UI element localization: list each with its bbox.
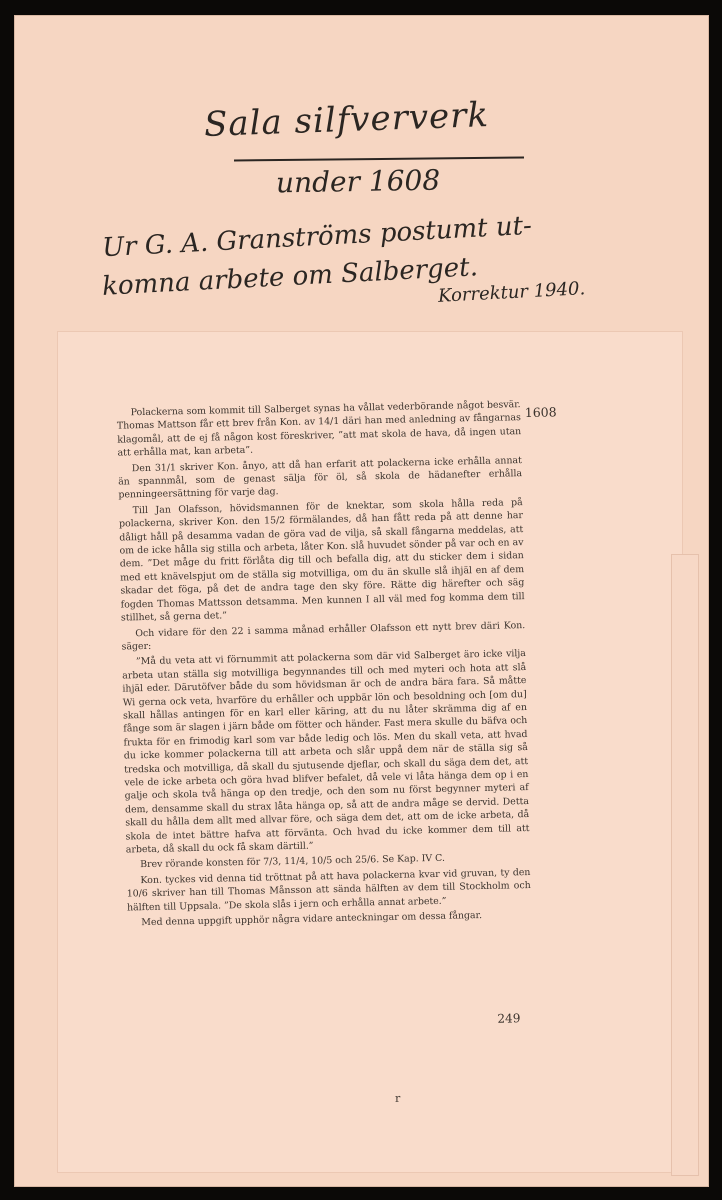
paragraph: Brev rörande konsten för 7/3, 11/4, 10/5 och 25/6. Se Kap. IV C. — [140, 853, 446, 871]
handwritten-subtitle: under 1608 — [275, 163, 441, 200]
paragraph: Polackerna som kommit till Salberget synas ha vållat vederbörande något besvär. Thomas Mattson får ett brev från Kon. av 14/1 däri han med anledning av fångarnas klagomål, att de ej få någon kost föreskriver, ”att mat skola de hava, då ingen utan att erhålla mat, kan arbeta”. — [116, 399, 522, 459]
handwritten-correction-note: Korrektur 1940. — [437, 278, 586, 307]
clipping-body — [117, 398, 532, 930]
quoted-letter: ”Må du veta att vi förnummit att polackerna som där vid Salberget äro icke vilja arbeta utan ställa sig motvilliga begynnandes till och med myteri och hota att slå ihjäl eder. Därutöfver både du som hövidsman är och de andra bära fara. Så måtte Wi gerna ock veta, hvarföre du erhåller och uppbär lön och besoldning och [om du] skall hållas antingen för en karl eller käring, att du nu låter skrämma dig af en fånge som är slagen i järn både om fötter och händer. Fast mera skulle du bäfva och frukta för en frimodig karl som var både ledig och lös. Men du skall veta, att hvad du icke kommer polackerna till att arbeta och slår uppå dem när de ställa sig så tredska och motvilliga, då skall du sjutusende djeflar, och skall du säga dem det, att vele de icke arbeta och göra hvad blifver befalet, då vele vi låta hänga dem op i en galje och skola två hänga op den tredje, och den som nu först begynner myteri af dem, densamme skall du strax låta hänga op, så att de andra måge se dervid. Detta skall du hålla dem allt med allvar före, och säga dem det, att om de icke arbeta, då skola de intet bättre hafva att förvänta. Och hvad du icke kommer dem till att arbeta, då skall du ock få skam därtill.” — [122, 648, 530, 856]
paragraph: Till Jan Olafsson, hövidsmannen för de knektar, som skola hålla reda på polackerna, skriver Kon. den 15/2 förmälandes, då han fått reda på att denne har dåligt håll på desamma vadan de göra vad de vilja, så skall fångarna meddelas, att om de icke hålla sig stilla och arbeta, låter Kon. slå huvudet sönder på var och en av dem. ”Det måge du fritt förlåta dig till och befalla dig, att du sticker dem i sidan med ett knävelspjut om de ställa sig motvilliga, om du än skulle slå ihjäl en af dem skadar det föga, på det de andra tage den sky före. Rätte dig härefter och säg fogden Thomas Mattsson detsamma. Men kunnen I all väl med fog komma dem till stillhet, så gerna det.” — [118, 496, 525, 624]
paragraph: Kon. tyckes vid denna tid tröttnat på att hava polackerna kvar vid gruvan, ty den 10/6 skriver han till Thomas Månsson att sända hälften av dem till Stockholm och hälften till Uppsala. ”De skola slås i jern och erhålla annat arbete.” — [126, 866, 531, 914]
page-number: 249 — [497, 1011, 521, 1026]
handwritten-source-line-1: Ur G. A. Granströms postumt ut- — [101, 210, 533, 264]
printed-clipping — [96, 370, 582, 1160]
paragraph: Och vidare för den 22 i samma månad erhåller Olafsson ett nytt brev däri Kon. säger: — [121, 619, 526, 653]
signature-mark: r — [394, 1091, 401, 1105]
handwritten-title: Sala silfververk — [203, 95, 490, 145]
paragraph: Den 31/1 skriver Kon. ånyo, att då han erfarit att polackerna icke erhålla annat än spannmål, som de genast sälja för öl, så skola de hädanefter erhålla penningeersättning för varje dag. — [118, 454, 523, 501]
paragraph: Med denna uppgift upphör några vidare anteckningar om dessa fångar. — [141, 910, 483, 929]
clipping-edge — [672, 555, 698, 1175]
handwritten-source-line-2: komna arbete om Salberget. — [101, 252, 479, 302]
margin-year: 1608 — [524, 404, 557, 421]
